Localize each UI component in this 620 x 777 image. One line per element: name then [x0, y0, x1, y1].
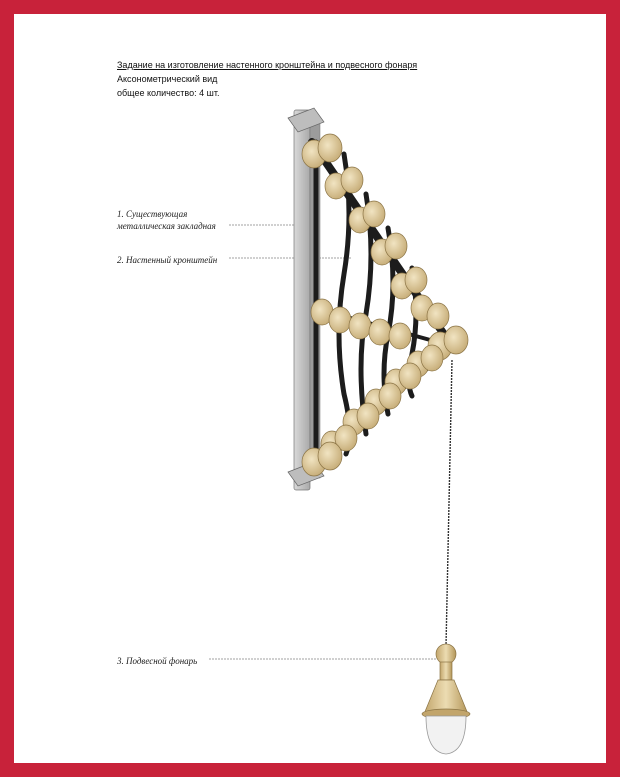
peg — [444, 326, 468, 354]
peg — [385, 233, 407, 259]
callout-pendant-lamp: 3. Подвесной фонарь — [117, 656, 198, 666]
peg — [369, 319, 391, 345]
callout-1-line1: 1. Существующая — [117, 209, 188, 219]
peg — [405, 267, 427, 293]
drawing-title: Задание на изготовление настенного кронштейна и подвесного фонаря — [117, 60, 418, 70]
lamp-cable — [446, 360, 452, 646]
peg — [329, 307, 351, 333]
peg — [318, 134, 342, 162]
drawing-view: Аксонометрический вид — [117, 74, 218, 84]
peg — [389, 323, 411, 349]
peg — [349, 313, 371, 339]
peg — [341, 167, 363, 193]
peg — [399, 363, 421, 389]
wooden-pegs — [302, 134, 468, 476]
peg — [379, 383, 401, 409]
bracket-drawing — [14, 14, 606, 763]
callout-wall-bracket: 2. Настенный кронштейн — [117, 255, 218, 265]
peg — [357, 403, 379, 429]
drawing-quantity: общее количество: 4 шт. — [117, 88, 220, 98]
peg — [318, 442, 342, 470]
peg — [427, 303, 449, 329]
peg — [421, 345, 443, 371]
drawing-sheet — [14, 14, 606, 763]
pendant-lamp — [422, 644, 470, 754]
peg — [363, 201, 385, 227]
callout-1-line2: металлическая закладная — [117, 221, 216, 231]
